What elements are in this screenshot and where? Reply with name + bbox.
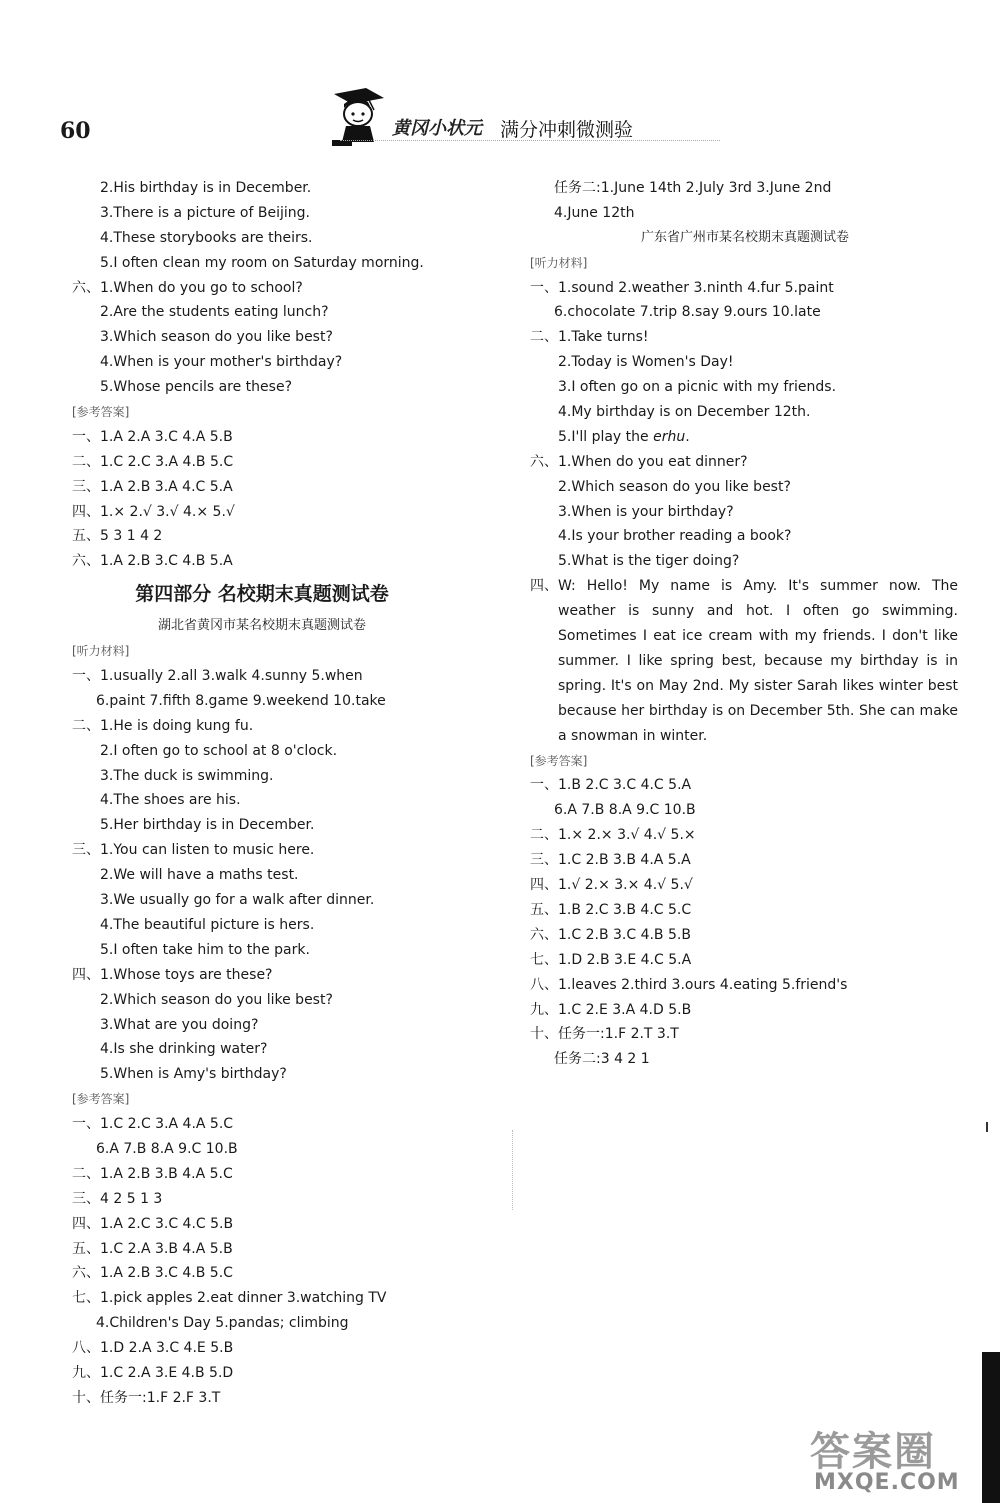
answer-line: 五、1.C 2.A 3.B 4.A 5.B	[72, 1240, 233, 1257]
answer-line: 2.Are the students eating lunch?	[100, 304, 329, 321]
answer-line: 四、1.A 2.C 3.C 4.C 5.B	[72, 1215, 234, 1232]
header-divider	[340, 140, 720, 141]
answer-line: 九、1.C 2.A 3.E 4.B 5.D	[72, 1364, 234, 1381]
answer-line: 4.These storybooks are theirs.	[100, 229, 313, 246]
answer-line: 4.June 12th	[554, 204, 635, 221]
answer-line: 6.A 7.B 8.A 9.C 10.B	[96, 1140, 238, 1157]
answer-line: 5.Whose pencils are these?	[100, 379, 292, 396]
answer-line: 3.What are you doing?	[100, 1016, 259, 1033]
answer-line: 六、1.A 2.B 3.C 4.B 5.C	[72, 1265, 233, 1282]
answer-line: 五、5 3 1 4 2	[72, 528, 163, 545]
answer-line: 一、1.C 2.C 3.A 4.A 5.C	[72, 1116, 234, 1133]
answer-line: 2.Which season do you like best?	[558, 478, 791, 495]
answer-line: 2.Today is Women's Day!	[558, 354, 734, 371]
answer-line: 3.Which season do you like best?	[100, 329, 333, 346]
answer-line: 3.When is your birthday?	[558, 503, 734, 520]
answer-line: 2.We will have a maths test.	[100, 867, 299, 884]
answer-line: 一、1.usually 2.all 3.walk 4.sunny 5.when	[72, 668, 363, 685]
watermark	[810, 1420, 990, 1500]
section-label: [参考答案]	[530, 753, 588, 768]
section-label: [听力材料]	[530, 255, 588, 270]
answer-line: 三、1.A 2.B 3.A 4.C 5.A	[72, 478, 233, 495]
answer-line: 八、1.D 2.A 3.C 4.E 5.B	[72, 1340, 234, 1357]
answer-line: 一、1.sound 2.weather 3.ninth 4.fur 5.paint	[530, 279, 834, 296]
answer-line: 2.Which season do you like best?	[100, 991, 333, 1008]
answer-line: 二、1.C 2.C 3.A 4.B 5.C	[72, 453, 234, 470]
series-title: 满分冲刺微测验	[500, 119, 634, 141]
answer-line: 6.chocolate 7.trip 8.say 9.ours 10.late	[554, 304, 821, 321]
answer-line: 4.The beautiful picture is hers.	[100, 916, 315, 933]
answer-line: 六、1.When do you eat dinner?	[530, 453, 748, 470]
answer-line: 六、1.A 2.B 3.C 4.B 5.A	[72, 553, 233, 570]
watermark-url: MXQE.COM	[814, 1470, 960, 1495]
answer-line: 二、1.Take turns!	[530, 329, 649, 346]
answer-line: 任务二:3 4 2 1	[554, 1051, 650, 1068]
answer-line: 5.When is Amy's birthday?	[100, 1066, 287, 1083]
brand-logo-text: 黄冈小状元	[392, 118, 482, 139]
section-title: 广东省广州市某名校期末真题测试卷	[640, 229, 849, 245]
answer-line: 5.Her birthday is in December.	[100, 817, 315, 834]
answer-line: 4.Children's Day 5.pandas; climbing	[96, 1315, 349, 1332]
answer-line: 七、1.D 2.B 3.E 4.C 5.A	[530, 951, 692, 968]
answer-line: 3.There is a picture of Beijing.	[100, 204, 310, 221]
answer-line: 十、任务一:1.F 2.F 3.T	[72, 1389, 221, 1406]
page-header	[322, 84, 662, 154]
answer-line: 4.When is your mother's birthday?	[100, 354, 343, 371]
section-label: [参考答案]	[72, 405, 130, 420]
answer-line: 任务二:1.June 14th 2.July 3rd 3.June 2nd	[554, 180, 832, 196]
answer-line: 六、1.C 2.B 3.C 4.B 5.B	[530, 926, 691, 943]
answer-line: 4.Is she drinking water?	[100, 1041, 268, 1058]
answer-line: 二、1.× 2.× 3.√ 4.√ 5.×	[530, 827, 696, 844]
answer-line: 5.I often clean my room on Saturday morning.	[100, 254, 424, 271]
answer-line: 5.What is the tiger doing?	[558, 553, 740, 570]
answer-line: 八、1.leaves 2.third 3.ours 4.eating 5.friend's	[530, 976, 848, 993]
answer-line: 二、1.He is doing kung fu.	[72, 717, 254, 734]
answer-line: 五、1.B 2.C 3.B 4.C 5.C	[530, 901, 692, 918]
page-number: 60	[60, 118, 91, 144]
answer-line: 3.I often go on a picnic with my friends.	[558, 379, 837, 396]
left-column	[72, 176, 452, 1411]
answer-line: 一、1.B 2.C 3.C 4.C 5.A	[530, 777, 692, 794]
column-divider	[512, 1130, 513, 1210]
answer-line: 三、1.C 2.B 3.B 4.A 5.A	[530, 852, 691, 869]
answer-line: 6.paint 7.fifth 8.game 9.weekend 10.take	[96, 692, 386, 709]
margin-mark	[986, 1122, 988, 1132]
answer-line: 三、4 2 5 1 3	[72, 1190, 163, 1207]
answer-line: 4.The shoes are his.	[100, 792, 241, 809]
answer-line: 5.I often take him to the park.	[100, 941, 310, 958]
answer-line: 四、1.× 2.√ 3.√ 4.× 5.√	[72, 503, 235, 520]
answer-line: 九、1.C 2.E 3.A 4.D 5.B	[530, 1001, 692, 1018]
answer-line: 4.My birthday is on December 12th.	[558, 404, 811, 421]
answer-line: 二、1.A 2.B 3.B 4.A 5.C	[72, 1165, 233, 1182]
answer-line: 2.I often go to school at 8 o'clock.	[100, 742, 338, 759]
answer-line: 5.I'll play the erhu.	[558, 428, 690, 445]
answer-line: 2.His birthday is in December.	[100, 180, 312, 196]
watermark-logo-text: 答案圈	[810, 1429, 936, 1475]
answer-line: 十、任务一:1.F 2.T 3.T	[530, 1026, 679, 1043]
answer-line: 6.A 7.B 8.A 9.C 10.B	[554, 802, 696, 819]
mascot-scholar-icon	[322, 84, 392, 154]
section-title: 第四部分 名校期末真题测试卷	[135, 583, 389, 606]
listening-passage: 四、W: Hello! My name is Amy. It's summer now. The weather is sunny and hot. I often go swimming. Sometimes I eat ice cream with my friends. I don't like summer. I like spring best, because my birthday is in spring. It's on May 2nd. My sister Sarah likes winter best because her birthday is on December 5th. She can make a snowman in winter.	[530, 578, 958, 744]
right-column	[530, 176, 960, 1072]
section-label: [参考答案]	[72, 1092, 130, 1107]
answer-line: 四、1.√ 2.× 3.× 4.√ 5.√	[530, 877, 693, 894]
answer-line: 七、1.pick apples 2.eat dinner 3.watching TV	[72, 1290, 387, 1307]
answer-line: 一、1.A 2.A 3.C 4.A 5.B	[72, 428, 233, 445]
answer-line: 4.Is your brother reading a book?	[558, 528, 792, 545]
section-title: 湖北省黄冈市某名校期末真题测试卷	[157, 618, 366, 634]
answer-line: 三、1.You can listen to music here.	[72, 842, 315, 859]
answer-line: 3.The duck is swimming.	[100, 767, 274, 784]
section-label: [听力材料]	[72, 644, 130, 659]
answer-line: 六、1.When do you go to school?	[72, 279, 303, 296]
answer-line: 3.We usually go for a walk after dinner.	[100, 892, 375, 909]
answer-line: 四、1.Whose toys are these?	[72, 966, 273, 983]
